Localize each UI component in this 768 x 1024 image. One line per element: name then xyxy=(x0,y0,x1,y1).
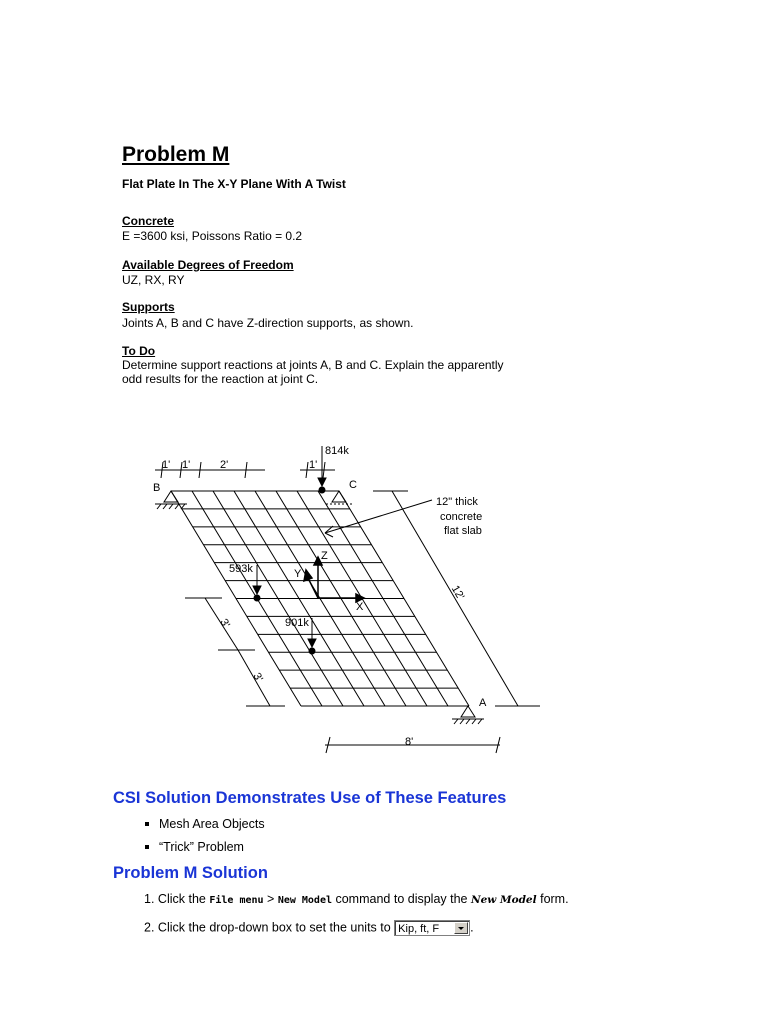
load-label-center: 901k xyxy=(285,617,309,629)
step-text: form. xyxy=(540,892,569,906)
step-text: Click the drop-down box to set the units to xyxy=(157,920,391,935)
new-model-command-reference: New Model xyxy=(277,895,332,906)
section-text-concrete: E =3600 ksi, Poissons Ratio = 0.2 xyxy=(122,229,303,243)
dim-bottom: 8' xyxy=(405,736,414,748)
section-heading-concrete: Concrete xyxy=(122,214,175,228)
callout-line-2: concrete xyxy=(440,511,483,523)
feature-item-2 xyxy=(159,840,244,854)
axis-triad-icon xyxy=(304,557,364,602)
dim-side-upper: 3' xyxy=(217,616,232,631)
solution-heading: Problem M Solution xyxy=(113,864,268,882)
step-text: . xyxy=(470,920,474,935)
load-arrow-center-icon xyxy=(308,618,316,654)
page-title: Problem M xyxy=(122,143,230,166)
chevron-down-icon[interactable] xyxy=(454,922,468,934)
file-menu-reference: File menu xyxy=(209,895,264,906)
menu-separator: > xyxy=(267,892,275,906)
feature-item-label: “Trick” Problem xyxy=(159,840,244,854)
bullet-icon xyxy=(145,845,149,849)
section-text-dof: UZ, RX, RY xyxy=(122,273,185,287)
callout-line-1: 12" thick xyxy=(436,496,478,508)
dim-top-2: 1' xyxy=(182,459,191,471)
feature-item-label: Mesh Area Objects xyxy=(159,817,265,831)
axis-label-y: Y xyxy=(294,568,302,580)
section-heading-dof: Available Degrees of Freedom xyxy=(122,258,294,272)
step-2 xyxy=(144,920,474,936)
dim-right: 12' xyxy=(448,583,467,602)
new-model-form-reference: New Model xyxy=(470,894,537,906)
section-text-todo-2: odd results for the reaction at joint C. xyxy=(122,372,319,386)
bullet-icon xyxy=(145,822,149,826)
step-number: 1. xyxy=(144,892,155,906)
units-dropdown[interactable] xyxy=(394,920,470,936)
step-number: 2. xyxy=(144,920,155,935)
load-label-c: 814k xyxy=(325,445,349,457)
joint-label-a: A xyxy=(479,697,487,709)
load-arrow-left-icon xyxy=(253,565,261,601)
axis-label-x: X xyxy=(356,601,364,613)
dim-top-1: 1' xyxy=(162,459,171,471)
joint-label-b: B xyxy=(153,482,161,494)
section-heading-supports: Supports xyxy=(122,300,175,314)
step-1 xyxy=(144,892,569,906)
dim-side-lower: 3' xyxy=(250,670,265,685)
dim-top-4: 1' xyxy=(309,459,318,471)
step-text: Click the xyxy=(157,892,206,906)
callout-line-3: flat slab xyxy=(444,525,482,537)
load-label-left: 593k xyxy=(229,563,253,575)
page-subtitle: Flat Plate In The X-Y Plane With A Twist xyxy=(122,177,346,191)
joint-label-c: C xyxy=(349,479,357,491)
step-text: command to display the xyxy=(335,892,468,906)
section-heading-todo: To Do xyxy=(122,344,156,358)
feature-item-1 xyxy=(159,817,265,831)
section-text-supports: Joints A, B and C have Z-direction supports, as shown. xyxy=(122,316,414,330)
axis-label-z: Z xyxy=(321,550,328,562)
support-c-icon xyxy=(326,491,352,504)
section-text-todo-1: Determine support reactions at joints A, B and C. Explain the apparently xyxy=(122,358,504,372)
dim-top-3: 2' xyxy=(220,459,229,471)
units-dropdown-value: Kip, ft, F xyxy=(398,923,440,935)
features-heading: CSI Solution Demonstrates Use of These Features xyxy=(113,789,507,807)
